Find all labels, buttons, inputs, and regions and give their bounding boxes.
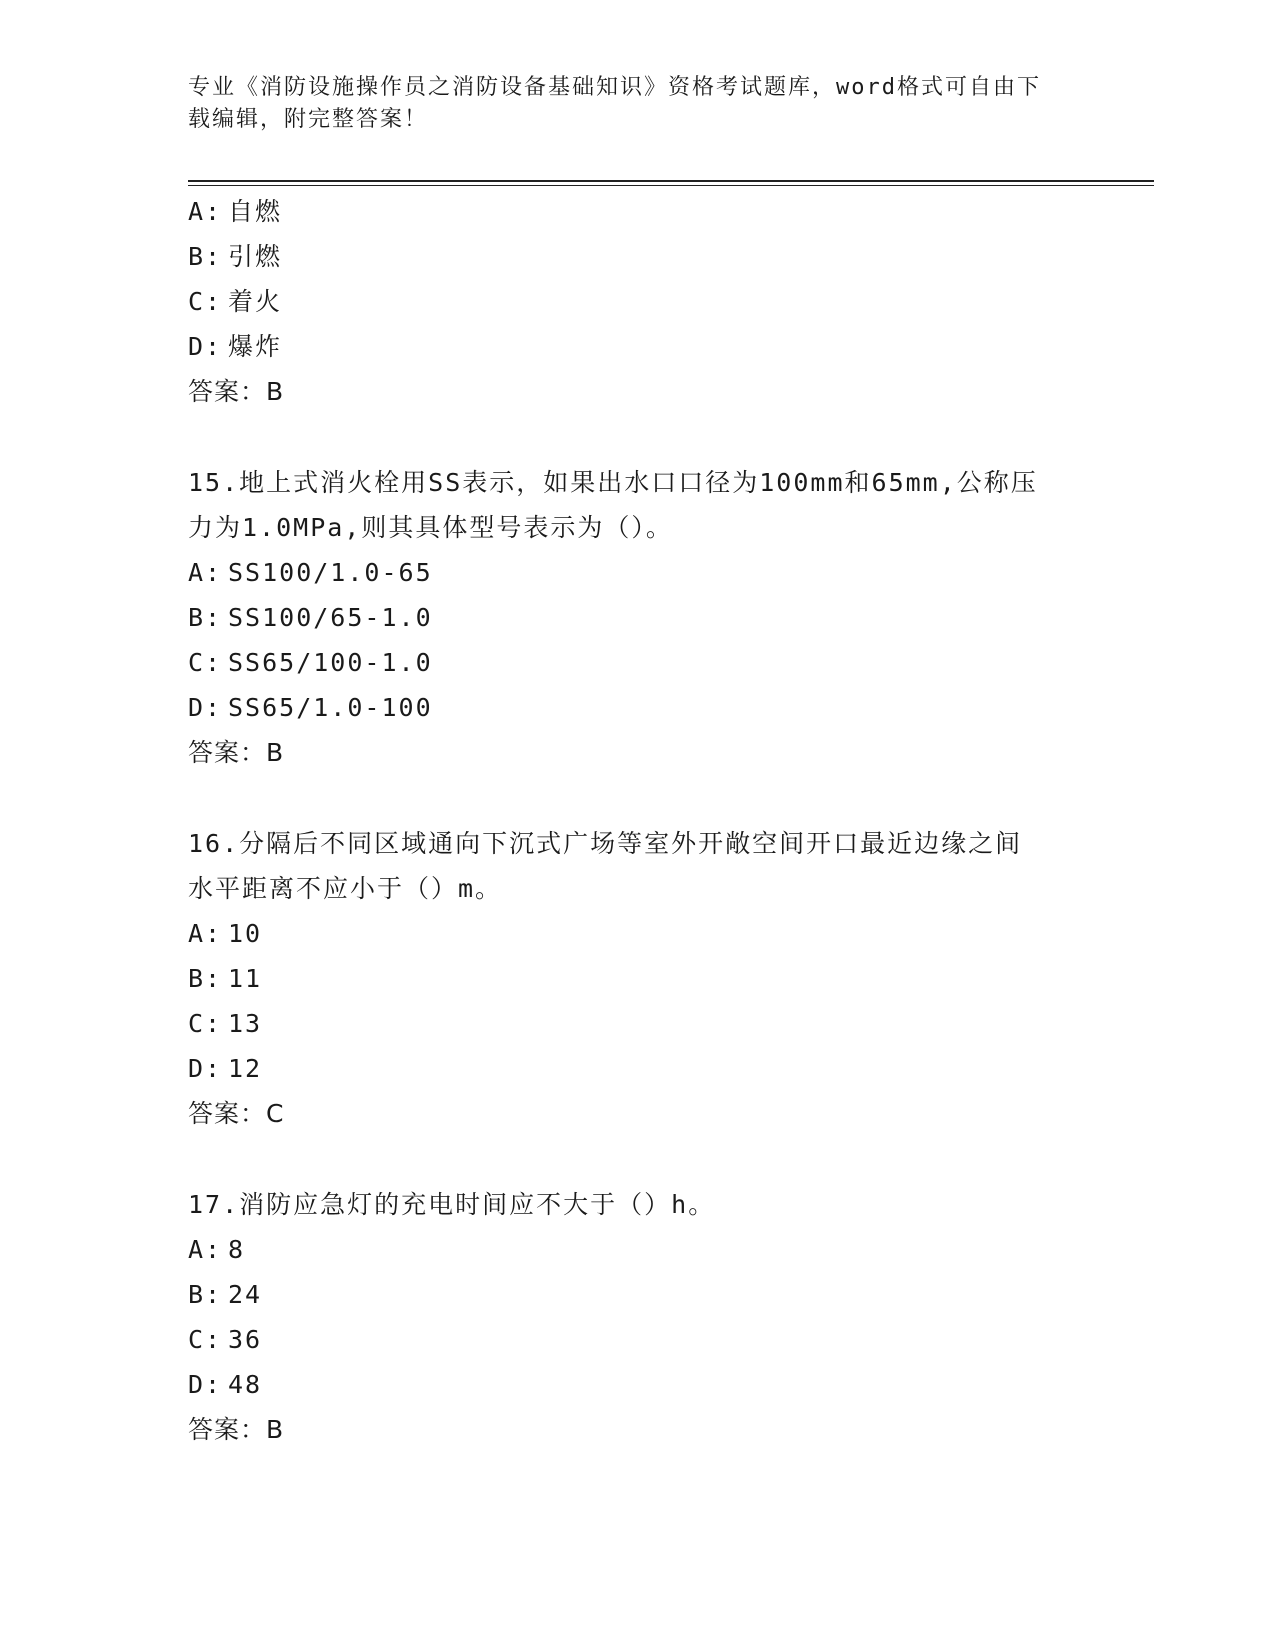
- option-a: [188, 1227, 1088, 1272]
- answer-line: 答案：B: [188, 738, 285, 767]
- option-letter: C:: [188, 287, 223, 316]
- spacer: [188, 1136, 1088, 1182]
- option-text: SS100/1.0-65: [228, 558, 433, 587]
- option-text: 10: [228, 919, 263, 948]
- header-divider-thin: [188, 185, 1154, 186]
- option-letter: A:: [188, 919, 223, 948]
- option-letter: A:: [188, 197, 223, 226]
- option-text: 8: [228, 1235, 246, 1264]
- option-text: 爆炸: [228, 332, 283, 361]
- option-letter: B:: [188, 603, 223, 632]
- question-block: [188, 821, 1088, 1136]
- option-a: [188, 550, 1088, 595]
- option-letter: D:: [188, 1370, 223, 1399]
- question-stem-line: 15.地上式消火栓用SS表示，如果出水口口径为100mm和65mm,公称压: [188, 468, 1038, 497]
- spacer: [188, 414, 1088, 460]
- option-text: 48: [228, 1370, 263, 1399]
- option-letter: D:: [188, 332, 223, 361]
- header-line-1: 专业《消防设施操作员之消防设备基础知识》资格考试题库，word格式可自由下: [188, 75, 1041, 100]
- question-block: [188, 460, 1088, 775]
- option-text: 13: [228, 1009, 263, 1038]
- option-d: [188, 1362, 1088, 1407]
- option-letter: B:: [188, 1280, 223, 1309]
- option-text: 着火: [228, 287, 283, 316]
- document-header: [188, 72, 1088, 136]
- option-d: [188, 324, 1088, 369]
- question-stem-line: 16.分隔后不同区域通向下沉式广场等室外开敞空间开口最近边缘之间: [188, 829, 1023, 858]
- option-text: SS65/1.0-100: [228, 693, 433, 722]
- option-letter: B:: [188, 242, 223, 271]
- option-text: SS100/65-1.0: [228, 603, 433, 632]
- answer-line: 答案：B: [188, 1415, 285, 1444]
- answer-line: 答案：C: [188, 1099, 285, 1128]
- option-d: [188, 1046, 1088, 1091]
- option-text: SS65/100-1.0: [228, 648, 433, 677]
- option-c: [188, 279, 1088, 324]
- answer-line: 答案：B: [188, 377, 285, 406]
- option-letter: D:: [188, 1054, 223, 1083]
- option-d: [188, 685, 1088, 730]
- option-b: [188, 234, 1088, 279]
- question-stem-line: 力为1.0MPa,则其具体型号表示为（）。: [188, 513, 673, 542]
- option-text: 引燃: [228, 242, 283, 271]
- option-text: 12: [228, 1054, 263, 1083]
- option-letter: A:: [188, 558, 223, 587]
- option-c: [188, 1001, 1088, 1046]
- question-block: [188, 1182, 1088, 1452]
- question-block: [188, 189, 1088, 414]
- option-a: [188, 911, 1088, 956]
- option-letter: C:: [188, 1009, 223, 1038]
- option-text: 自燃: [228, 197, 283, 226]
- option-b: [188, 595, 1088, 640]
- option-a: [188, 189, 1088, 234]
- option-c: [188, 1317, 1088, 1362]
- option-letter: C:: [188, 648, 223, 677]
- option-letter: C:: [188, 1325, 223, 1354]
- question-stem-line: 水平距离不应小于（）m。: [188, 874, 503, 903]
- question-stem-line: 17.消防应急灯的充电时间应不大于（）h。: [188, 1190, 716, 1219]
- spacer: [188, 775, 1088, 821]
- option-letter: D:: [188, 693, 223, 722]
- option-b: [188, 1272, 1088, 1317]
- option-letter: B:: [188, 964, 223, 993]
- option-b: [188, 956, 1088, 1001]
- header-line-2: 载编辑，附完整答案！: [188, 107, 429, 132]
- option-c: [188, 640, 1088, 685]
- question-list: [188, 189, 1088, 1452]
- option-letter: A:: [188, 1235, 223, 1264]
- option-text: 36: [228, 1325, 263, 1354]
- option-text: 11: [228, 964, 263, 993]
- header-divider-thick: [188, 180, 1154, 182]
- option-text: 24: [228, 1280, 263, 1309]
